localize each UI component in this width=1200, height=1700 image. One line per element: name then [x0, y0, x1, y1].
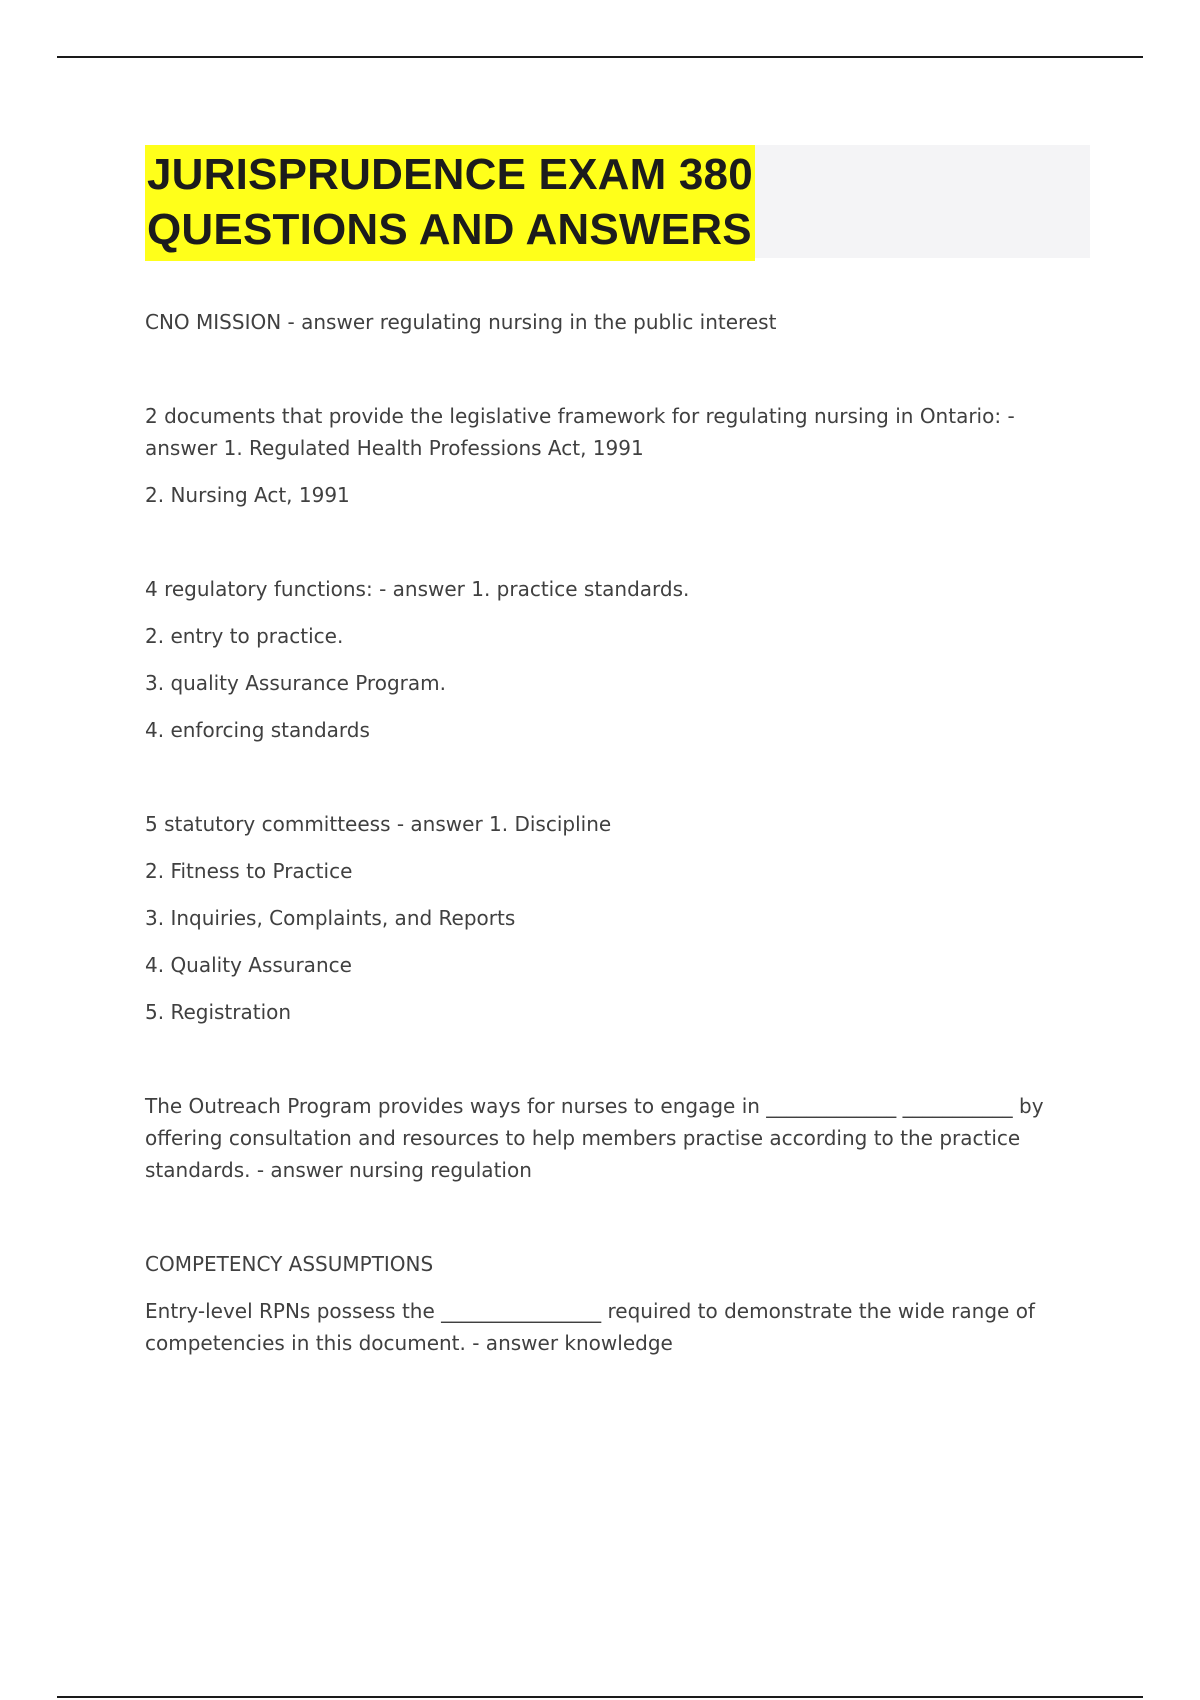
qa-line: 4 regulatory functions: - answer 1. practice standards.	[145, 577, 690, 601]
document-title	[145, 145, 755, 261]
qa-line: 2 documents that provide the legislative framework for regulating nursing in Ontario: - answer 1. Regulated Health Professions Act, 1991	[145, 404, 1015, 460]
qa-block-documents	[145, 400, 1090, 511]
qa-line: 5. Registration	[145, 1000, 292, 1024]
qa-block-outreach	[145, 1090, 1090, 1186]
qa-line: 2. Nursing Act, 1991	[145, 483, 350, 507]
qa-line: 3. quality Assurance Program.	[145, 671, 446, 695]
top-rule	[57, 56, 1143, 58]
qa-block-committees	[145, 808, 1090, 1028]
qa-line: 4. Quality Assurance	[145, 953, 352, 977]
qa-line: Entry-level RPNs possess the ________________ required to demonstrate the wide range of competencies in this document. - answer knowledge	[145, 1299, 1035, 1355]
document-body	[145, 145, 1090, 1359]
qa-line: The Outreach Program provides ways for nurses to engage in _____________ ___________ by offering consultation and resources to help members practise according to the practice standards. - answer nursing regulation	[145, 1094, 1044, 1182]
title-line-2: QUESTIONS AND ANSWERS	[147, 205, 752, 254]
qa-block-mission	[145, 306, 1090, 338]
qa-line: 3. Inquiries, Complaints, and Reports	[145, 906, 516, 930]
qa-line: CNO MISSION - answer regulating nursing in the public interest	[145, 310, 777, 334]
bottom-rule	[57, 1696, 1143, 1698]
title-line-1: JURISPRUDENCE EXAM 380	[147, 150, 753, 199]
title-band	[145, 145, 1090, 258]
qa-block-functions	[145, 573, 1090, 746]
qa-line: 2. Fitness to Practice	[145, 859, 353, 883]
qa-line: 2. entry to practice.	[145, 624, 344, 648]
qa-line: 5 statutory committeess - answer 1. Discipline	[145, 812, 612, 836]
section-heading: COMPETENCY ASSUMPTIONS	[145, 1252, 434, 1276]
qa-block-competency	[145, 1248, 1090, 1359]
qa-line: 4. enforcing standards	[145, 718, 370, 742]
